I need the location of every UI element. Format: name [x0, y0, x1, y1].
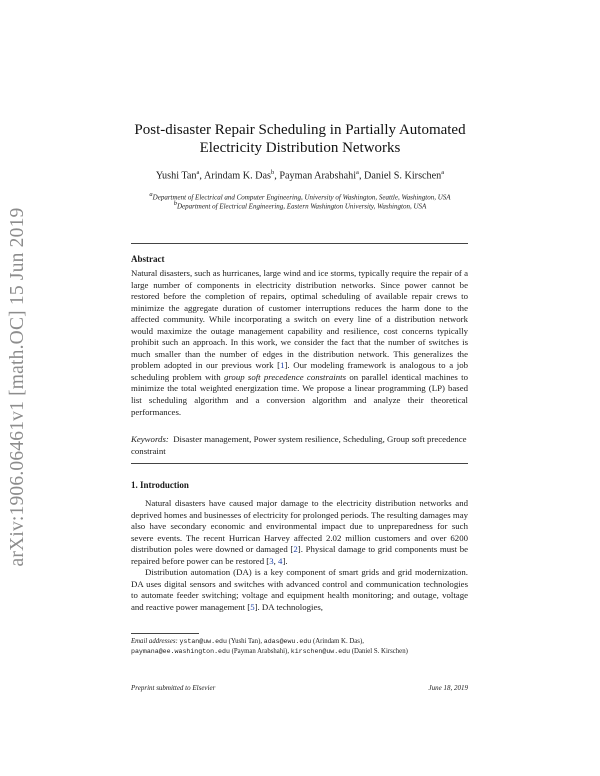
footnote-rule: [131, 633, 199, 634]
intro-text: ]. Physical damage to grid components must be repaired before power can be restored [: [131, 544, 469, 566]
author-name: Yushi Tan: [155, 170, 197, 182]
email-link[interactable]: paymana@ee.washington.edu: [131, 648, 230, 655]
keywords-text: Disaster management, Power system resilience, Scheduling, Group soft precedence constraint: [131, 434, 467, 456]
email-link[interactable]: ystan@uw.edu: [179, 638, 227, 645]
citation-link[interactable]: 1: [280, 360, 285, 371]
footnote-label: Email addresses:: [131, 638, 178, 645]
preprint-date: June 18, 2019: [428, 684, 468, 692]
affiliation-b: [90, 199, 510, 211]
author-affil-mark: b: [271, 169, 275, 176]
abstract-text: Natural disasters, such as hurricanes, large wind and ice storms, typically require the repair of a large number of components in electricity distribution networks. Since power cannot be restored before the completion of repairs, optimal scheduling of available repair crews to minimize the aggregate duration of customer interruptions reduces the harm done to the affected community. While incorporating a switch on every line of a distribution network would maximize the outage management capability and resilience, cost concerns typically prohibit such an approach. In this work, we consider the fact that the number of switches is much smaller than the number of edges in the distribution network. This generalizes the problem adopted in our previous work [: [131, 268, 468, 371]
author-affil-mark: a: [441, 169, 445, 176]
abstract-text: ]. Our modeling framework is analogous to a job scheduling problem with: [131, 360, 469, 382]
affiliation-text: Department of Electrical and Computer Engineering, University of Washington, Seattle, Washington, USA: [152, 193, 451, 202]
abstract-bottom-rule: [131, 463, 468, 464]
email-owner: (Payman Arabshahi),: [231, 648, 290, 655]
author-affil-mark: a: [196, 169, 200, 176]
intro-text: ]. DA technologies,: [254, 601, 324, 612]
preprint-note: Preprint submitted to Elsevier: [131, 684, 216, 692]
affiliation-mark: b: [173, 200, 177, 207]
citation-link[interactable]: 2: [293, 544, 298, 555]
citation-link[interactable]: 3: [269, 555, 274, 566]
affiliation-mark: a: [149, 191, 153, 198]
arxiv-identifier: arXiv:1906.06461v1 [math.OC] 15 Jun 2019: [7, 207, 28, 567]
introduction-body: [131, 498, 468, 613]
section-heading-introduction: 1. Introduction: [131, 480, 189, 490]
author-affil-mark: a: [356, 169, 359, 176]
intro-text: Natural disasters have caused major damage to the electricity distribution networks and deprived homes and businesses of electricity for prolonged periods. The resulting damages may also have secondary economic and environmental impact due to unpreparedness for such severe events. The recent Hurrican Harvey affected 2.02 million customers and over 6200 distribution poles were downed or damaged [: [131, 498, 468, 555]
citation-link[interactable]: 5: [250, 601, 255, 612]
author-name: Daniel S. Kirschen: [364, 170, 442, 182]
intro-text: ].: [282, 555, 288, 566]
footnote-emails: [131, 637, 471, 657]
intro-paragraph-1: [131, 498, 468, 567]
author-name: Payman Arabshahi: [279, 170, 357, 182]
citation-link[interactable]: 4: [278, 555, 283, 566]
email-owner: (Arindam K. Das),: [312, 638, 364, 645]
abstract-heading: Abstract: [131, 254, 165, 264]
author-name: Arindam K. Das: [203, 170, 272, 182]
intro-text: Distribution automation (DA) is a key component of smart grids and grid modernization. DA uses digital sensors and switches with advanced control and communication technologies to automate feeder switching; voltage and equipment health monitoring; and outage, voltage and reactive power management [: [131, 567, 468, 612]
paper-title: [100, 121, 500, 157]
keywords: [131, 434, 468, 457]
email-owner: (Daniel S. Kirschen): [351, 648, 408, 655]
title-line-2: Electricity Distribution Networks: [199, 140, 401, 156]
abstract-top-rule: [131, 243, 468, 244]
email-link[interactable]: adas@ewu.edu: [263, 638, 312, 645]
email-owner: (Yushi Tan),: [228, 638, 263, 645]
abstract-body: [131, 268, 468, 418]
abstract-emphasis: group soft precedence constraints: [223, 371, 347, 382]
intro-text: ,: [273, 555, 279, 566]
intro-paragraph-2: [131, 567, 468, 613]
author-list: Yushi Tan$^a$, Arindam K. Das$^b$, Payman Arabshahi$^a$, Daniel S. Kirschen$^a$: [155, 169, 445, 182]
keywords-label: Keywords:: [131, 434, 169, 444]
abstract-text: on parallel identical machines to minimize the total weighted energization time. We propose a linear programming (LP) based list scheduling algorithm and a conversion algorithm and analyze their theoretical performances.: [131, 371, 468, 417]
title-line-1: Post-disaster Repair Scheduling in Partially Automated: [134, 122, 466, 138]
affiliation-text: Department of Electrical Engineering, Eastern Washington University, Washington, USA: [176, 202, 427, 211]
email-link[interactable]: kirschen@uw.edu: [290, 648, 351, 655]
